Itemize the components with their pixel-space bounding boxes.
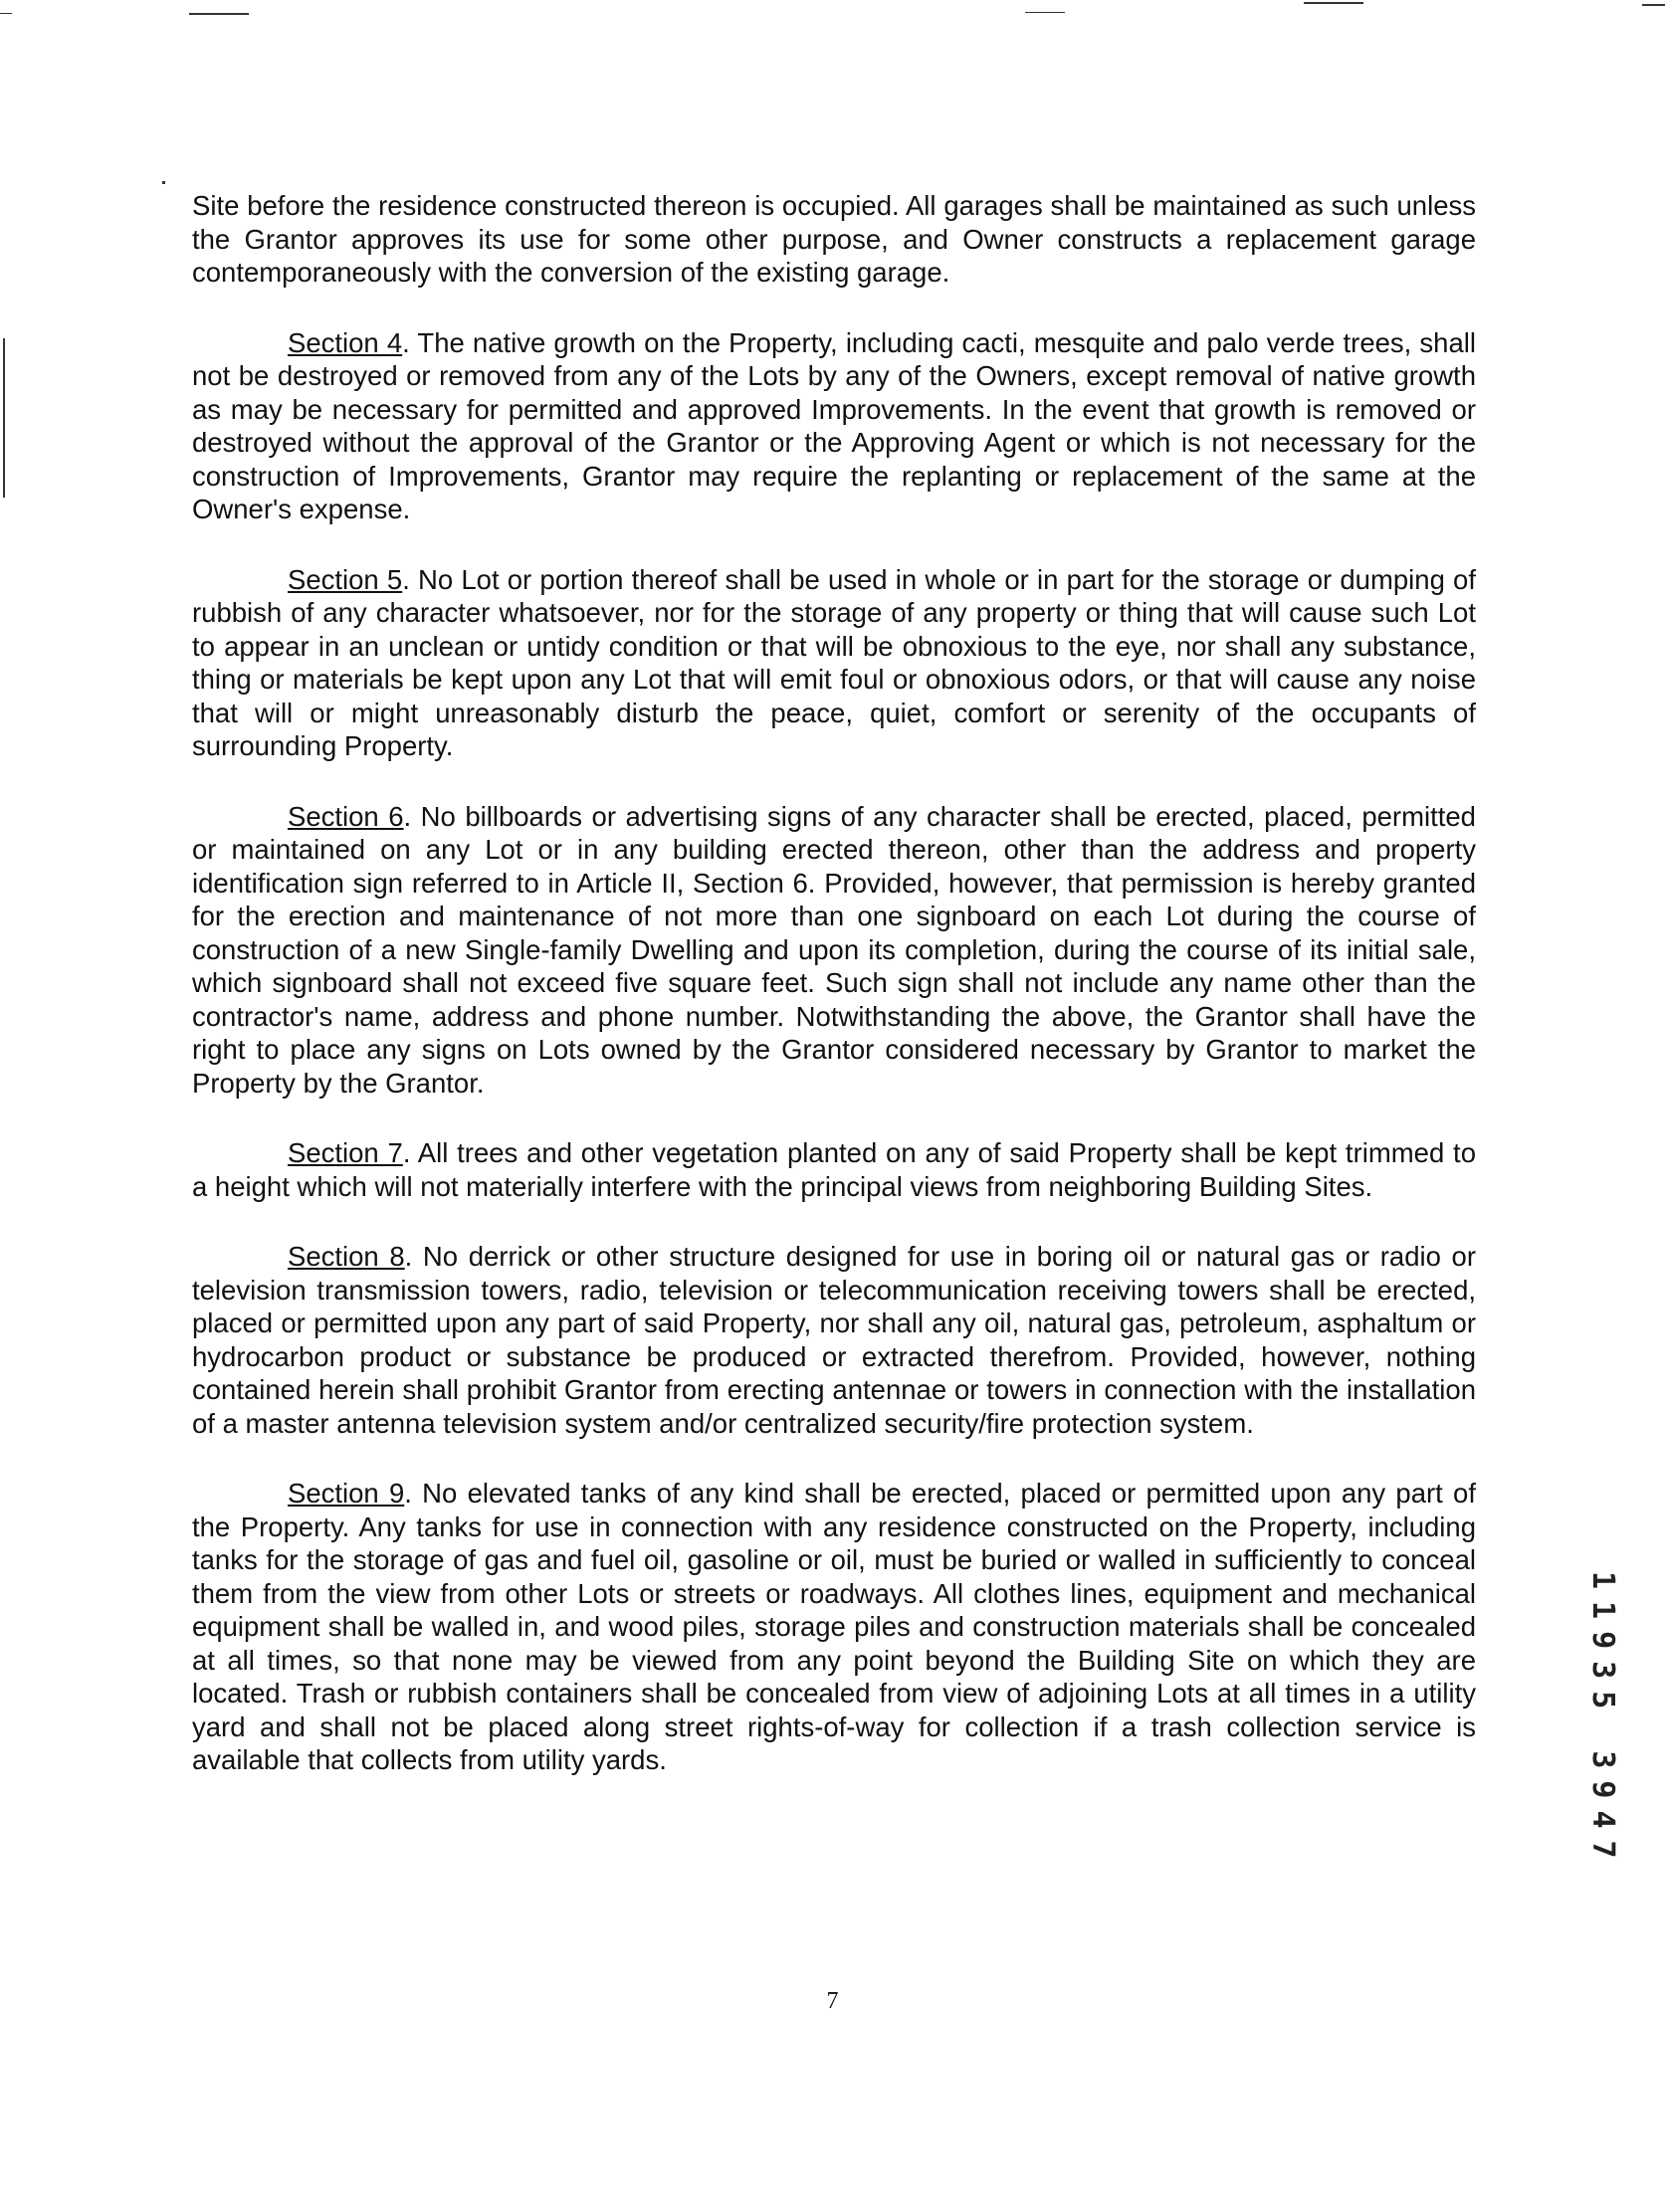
scan-mark-top-1 (189, 13, 249, 15)
scan-mark-left (3, 338, 5, 498)
page-number: 7 (826, 1988, 839, 2014)
paragraph-section-5 (192, 563, 1476, 763)
section-5-text: . No Lot or portion thereof shall be used in whole or in part for the storage or dumping of rubbish of any character whatsoever, nor for the storage of any property or thing that will cause such Lot to appear in an unclean or untidy condition or that will be obnoxious to the eye, nor shall any substance, thing or materials be kept upon any Lot that will emit foul or obnoxious odors, or that will cause any noise that will or might unreasonably disturb the peace, quiet, comfort or serenity of the occupants of surrounding Property. (192, 563, 1476, 761)
paragraph-section-8 (192, 1240, 1476, 1440)
scan-mark-top-3 (1025, 12, 1065, 13)
section-9-label: Section 9 (288, 1478, 405, 1508)
paragraph-continuation (192, 189, 1476, 290)
paragraph-section-4 (192, 326, 1476, 526)
section-8-label: Section 8 (288, 1241, 405, 1272)
scan-mark-top-4 (1304, 2, 1363, 4)
section-7-text: . All trees and other vegetation planted on any of said Property shall be kept trimmed to a height which will not materially interfere with the principal views from neighboring Building Sites. (192, 1137, 1476, 1202)
paragraph-section-9 (192, 1477, 1476, 1777)
scan-mark-top-2 (0, 13, 12, 14)
recording-stamp-number: 11935 3947 (1585, 1571, 1620, 1871)
section-9-text: . No elevated tanks of any kind shall be erected, placed or permitted upon any part of the Property. Any tanks for use in connection with any residence constructed on the Property, including tanks for the storage of gas and fuel oil, gasoline or oil, must be buried or walled in sufficiently to conceal them from the view from other Lots or streets or roadways. All clothes lines, equipment and mechanical equipment shall be walled in, and wood piles, storage piles and construction materials shall be concealed at all times, so that none may be viewed from any point beyond the Building Site on which they are located. Trash or rubbish containers shall be concealed from view of adjoining Lots at all times in a utility yard and shall not be placed along street rights-of-way for collection if a trash collection service is available that collects from utility yards. (192, 1478, 1476, 1775)
section-5-label: Section 5 (288, 563, 403, 595)
paragraph-continuation-text: Site before the residence constructed thereon is occupied. All garages shall be maintained as such unless the Grantor approves its use for some other purpose, and Owner constructs a replacement garage contemporaneously with the conversion of the existing garage. (192, 190, 1476, 288)
section-6-label: Section 6 (288, 800, 404, 832)
section-7-label: Section 7 (288, 1137, 403, 1168)
recording-stamp (1585, 1567, 1662, 1915)
paragraph-section-6 (192, 800, 1476, 1101)
paragraph-section-7 (192, 1136, 1476, 1203)
document-body (192, 189, 1476, 1814)
section-4-text: . The native growth on the Property, including cacti, mesquite and palo verde trees, shall not be destroyed or removed from any of the Lots by any of the Owners, except removal of native growth as may be necessary for permitted and approved Improvements. In the event that growth is removed or destroyed without the approval of the Grantor or the Approving Agent or which is not necessary for the construction of Improvements, Grantor may require the replanting or replacement of the same at the Owner's expense. (192, 326, 1476, 524)
scan-mark-top-5 (1642, 4, 1665, 6)
scan-mark-dot (162, 181, 165, 184)
section-4-label: Section 4 (288, 326, 403, 358)
section-6-text: . No billboards or advertising signs of any character shall be erected, placed, permitted or maintained on any Lot or in any building erected thereon, other than the address and property identification sign referred to in Article II, Section 6. Provided, however, that permission is hereby granted for the erection and maintenance of not more than one signboard on each Lot during the course of construction of a new Single-family Dwelling and upon its completion, during the course of its initial sale, which signboard shall not exceed five square feet. Such sign shall not include any name other than the contractor's name, address and phone number. Notwithstanding the above, the Grantor shall have the right to place any signs on Lots owned by the Grantor considered necessary by Grantor to market the Property by the Grantor. (192, 800, 1476, 1099)
section-8-text: . No derrick or other structure designed for use in boring oil or natural gas or radio or television transmission towers, radio, television or telecommunication receiving towers shall be erected, placed or permitted upon any part of said Property, nor shall any oil, natural gas, petroleum, asphaltum or hydrocarbon product or substance be produced or extracted therefrom. Provided, however, nothing contained herein shall prohibit Grantor from erecting antennae or towers in connection with the installation of a master antenna television system and/or centralized security/fire protection system. (192, 1241, 1476, 1439)
